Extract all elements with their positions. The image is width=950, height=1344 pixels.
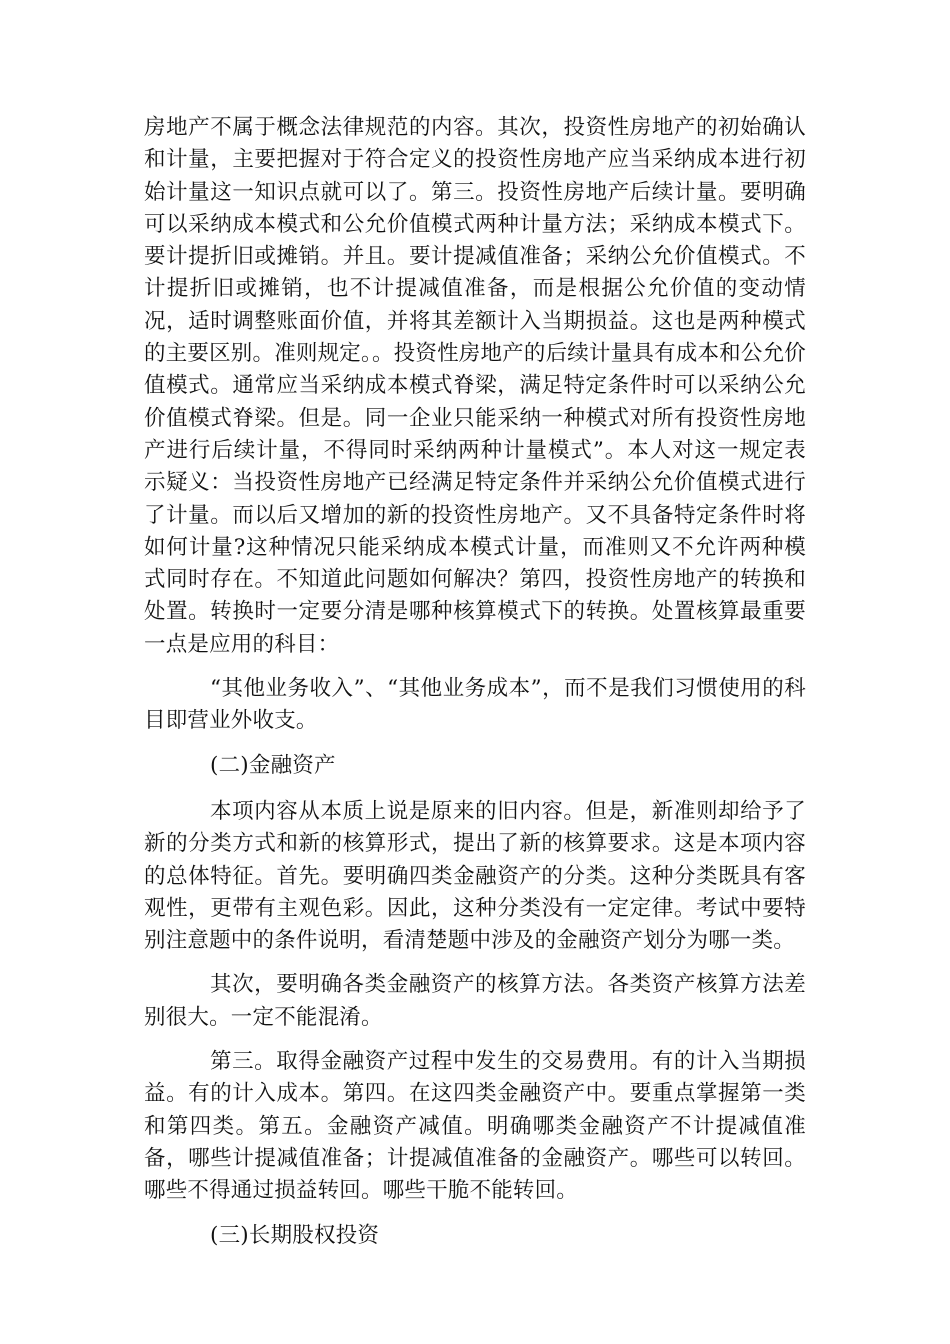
paragraph-investment-property: 房地产不属于概念法律规范的内容。其次，投资性房地产的初始确认和计量，主要把握对于符合定义的投资性房地产应当采纳成本进行初始计量这一知识点就可以了。第三。投资性房地产后续计量。要明确可以采纳成本模式和公允价值模式两种计量方法；采纳成本模式下。要计提折旧或摊销。并且。要计提减值准备；采纳公允价值模式。不计提折旧或摊销，也不计提减值准备，而是根据公允价值的变动情况，适时调整账面价值，并将其差额计入当期损益。这也是两种模式的主要区别。准则规定。。投资性房地产的后续计量具有成本和公允价值模式。通常应当采纳成本模式脊梁，满足特定条件时可以采纳公允价值模式脊梁。但是。同一企业只能采纳一种模式对所有投资性房地产进行后续计量，不得同时采纳两种计量模式”。本人对这一规定表示疑义：当投资性房地产已经满足特定条件并采纳公允价值模式进行了计量。而以后又增加的新的投资性房地产。又不具备特定条件时将如何计量?这种情况只能采纳成本模式计量，而准则又不允许两种模式同时存在。不知道此问题如何解决？第四，投资性房地产的转换和处置。转换时一定要分清是哪种核算模式下的转换。处置核算最重要一点是应用的科目： bbox=[144, 115, 806, 657]
section-heading-financial-assets: (二)金融资产 bbox=[210, 752, 336, 778]
section-heading-long-term-equity: (三)长期股权投资 bbox=[210, 1222, 380, 1248]
paragraph-financial-assets-intro: 本项内容从本质上说是原来的旧内容。但是，新准则却给予了新的分类方式和新的核算形式，提出了新的核算要求。这是本项内容的总体特征。首先。要明确四类金融资产的分类。这种分类既具有客观性，更带有主观色彩。因此，这种分类没有一定定律。考试中要特别注意题中的条件说明，看清楚题中涉及的金融资产划分为哪一类。 bbox=[144, 798, 806, 954]
paragraph-transaction-costs: 第三。取得金融资产过程中发生的交易费用。有的计入当期损益。有的计入成本。第四。在这四类金融资产中。要重点掌握第一类和第四类。第五。金融资产减值。明确哪类金融资产不计提减值准备，哪些计提减值准备；计提减值准备的金融资产。哪些可以转回。哪些不得通过损益转回。哪些干脆不能转回。 bbox=[144, 1049, 806, 1204]
paragraph-accounts: “其他业务收入”、“其他业务成本”，而不是我们习惯使用的科目即营业外收支。 bbox=[144, 676, 806, 734]
paragraph-accounting-methods: 其次，要明确各类金融资产的核算方法。各类资产核算方法差别很大。一定不能混淆。 bbox=[144, 972, 806, 1030]
document-body bbox=[144, 112, 806, 1266]
